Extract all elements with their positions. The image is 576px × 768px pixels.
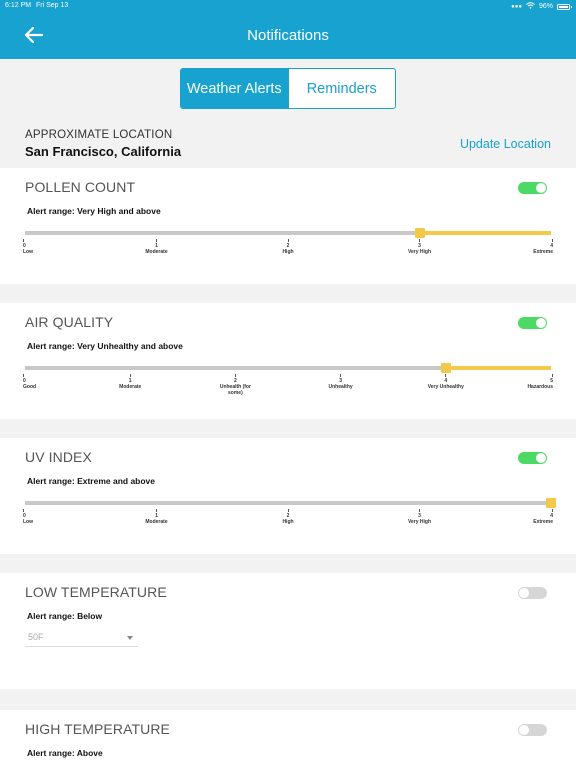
slider-tick bbox=[100, 374, 160, 390]
tick-label: Extreme bbox=[533, 519, 553, 525]
tick-label: Moderate bbox=[145, 249, 168, 255]
alert-range-label: Alert range: Very Unhealthy and above bbox=[27, 341, 183, 351]
tick-mark bbox=[23, 509, 24, 512]
alert-toggle[interactable] bbox=[518, 317, 547, 329]
alert-toggle[interactable] bbox=[518, 724, 547, 736]
slider-tick bbox=[493, 509, 553, 525]
tick-value: 0 bbox=[23, 378, 26, 384]
toggle-knob bbox=[519, 588, 529, 598]
tick-mark bbox=[156, 509, 157, 512]
status-bar bbox=[0, 0, 576, 12]
high-temperature-card bbox=[0, 710, 576, 768]
tick-label: High bbox=[282, 519, 294, 525]
slider-ticks bbox=[25, 374, 551, 404]
tick-mark bbox=[288, 509, 289, 512]
tick-mark bbox=[130, 374, 131, 377]
tick-value: 4 bbox=[550, 513, 553, 519]
low-temperature-card bbox=[0, 573, 576, 689]
slider-tick bbox=[416, 374, 476, 390]
toggle-knob bbox=[536, 318, 546, 328]
toggle-knob bbox=[536, 453, 546, 463]
tick-value: 0 bbox=[23, 243, 26, 249]
slider-tick bbox=[127, 509, 187, 525]
tick-mark bbox=[156, 239, 157, 242]
slider-tick bbox=[23, 239, 83, 255]
tick-label: Moderate bbox=[145, 519, 168, 525]
status-right bbox=[511, 2, 570, 11]
slider-tick bbox=[390, 509, 450, 525]
tick-mark bbox=[23, 239, 24, 242]
temperature-select[interactable] bbox=[25, 628, 138, 647]
tick-mark bbox=[552, 374, 553, 377]
tick-value: 1 bbox=[155, 513, 158, 519]
card-title: LOW TEMPERATURE bbox=[25, 584, 167, 600]
slider-tick bbox=[23, 374, 83, 390]
battery-percent: 96% bbox=[538, 3, 553, 10]
signal-icon: ●●● bbox=[511, 3, 522, 10]
status-time: 6:12 PM bbox=[5, 2, 32, 9]
tick-value: 5 bbox=[550, 378, 553, 384]
uv-index-card bbox=[0, 438, 576, 554]
location-value: San Francisco, California bbox=[25, 144, 182, 159]
tick-label: High bbox=[282, 249, 294, 255]
tick-mark bbox=[288, 239, 289, 242]
slider-tick bbox=[311, 374, 371, 390]
tick-mark bbox=[419, 239, 420, 242]
tick-mark bbox=[552, 509, 553, 512]
tick-mark bbox=[340, 374, 341, 377]
tick-label: Very High bbox=[407, 519, 432, 525]
card-title: UV INDEX bbox=[25, 449, 92, 465]
slider-thumb[interactable] bbox=[546, 498, 556, 508]
battery-icon bbox=[557, 4, 570, 10]
tick-mark bbox=[445, 374, 446, 377]
nav-bar bbox=[0, 12, 576, 59]
card-title: POLLEN COUNT bbox=[25, 179, 136, 195]
tick-label: Low bbox=[23, 519, 33, 525]
status-date: Fri Sep 13 bbox=[36, 2, 69, 9]
tick-label: Moderate bbox=[119, 384, 142, 390]
slider-tick bbox=[390, 239, 450, 255]
location-label: APPROXIMATE LOCATION bbox=[25, 129, 173, 141]
slider-track bbox=[25, 501, 551, 505]
tick-value: 3 bbox=[339, 378, 342, 384]
tick-value: 2 bbox=[286, 513, 290, 519]
tick-label: Extreme bbox=[533, 249, 553, 255]
alert-range-label: Alert range: Extreme and above bbox=[27, 476, 156, 486]
alert-range-label: Alert range: Above bbox=[27, 748, 103, 758]
tick-label: Unhealthy bbox=[328, 384, 353, 390]
tick-mark bbox=[419, 509, 420, 512]
card-title: HIGH TEMPERATURE bbox=[25, 721, 170, 737]
tab-weather-alerts[interactable]: Weather Alerts bbox=[181, 69, 288, 108]
alert-toggle[interactable] bbox=[518, 182, 547, 194]
tick-mark bbox=[552, 239, 553, 242]
card-title: AIR QUALITY bbox=[25, 314, 114, 330]
tab-reminders[interactable]: Reminders bbox=[288, 69, 396, 108]
slider-tick bbox=[205, 374, 265, 396]
page-title: Notifications bbox=[247, 27, 329, 44]
tick-value: 3 bbox=[418, 243, 421, 249]
tick-label: Good bbox=[23, 384, 37, 390]
tick-label: Unhealth (for some) bbox=[219, 384, 251, 396]
air-quality-card bbox=[0, 303, 576, 419]
slider-tick bbox=[493, 239, 553, 255]
slider-tick bbox=[127, 239, 187, 255]
tick-mark bbox=[23, 374, 24, 377]
slider-fill bbox=[420, 231, 552, 235]
select-value: 50F bbox=[28, 632, 44, 642]
tick-value: 3 bbox=[418, 513, 421, 519]
slider-tick bbox=[493, 374, 553, 390]
slider-ticks bbox=[25, 239, 551, 269]
alert-toggle[interactable] bbox=[518, 452, 547, 464]
chevron-down-icon bbox=[127, 636, 133, 640]
tick-value: 0 bbox=[23, 513, 26, 519]
wifi-icon bbox=[526, 2, 535, 11]
tick-label: Low bbox=[23, 249, 33, 255]
tick-value: 4 bbox=[444, 378, 448, 384]
pollen-count-card bbox=[0, 168, 576, 284]
alert-range-label: Alert range: Below bbox=[27, 611, 103, 621]
tick-mark bbox=[235, 374, 236, 377]
update-location-link[interactable]: Update Location bbox=[459, 137, 551, 151]
tick-value: 2 bbox=[286, 243, 290, 249]
slider-thumb[interactable] bbox=[415, 228, 425, 238]
slider-tick bbox=[23, 509, 83, 525]
tab-switcher bbox=[180, 68, 396, 109]
alert-toggle[interactable] bbox=[518, 587, 547, 599]
slider-fill bbox=[446, 366, 551, 370]
tick-value: 1 bbox=[155, 243, 158, 249]
tick-label: Very Unhealthy bbox=[427, 384, 464, 390]
slider-ticks bbox=[25, 509, 551, 539]
tick-value: 4 bbox=[550, 243, 553, 249]
tick-label: Hazardous bbox=[527, 384, 553, 390]
slider-thumb[interactable] bbox=[441, 363, 451, 373]
tick-value: 1 bbox=[128, 378, 132, 384]
slider-tick bbox=[258, 509, 318, 525]
toggle-knob bbox=[536, 183, 546, 193]
toggle-knob bbox=[519, 725, 529, 735]
slider-tick bbox=[258, 239, 318, 255]
alert-range-label: Alert range: Very High and above bbox=[27, 206, 161, 216]
tick-label: Very High bbox=[407, 249, 432, 255]
tick-value: 2 bbox=[234, 378, 237, 384]
